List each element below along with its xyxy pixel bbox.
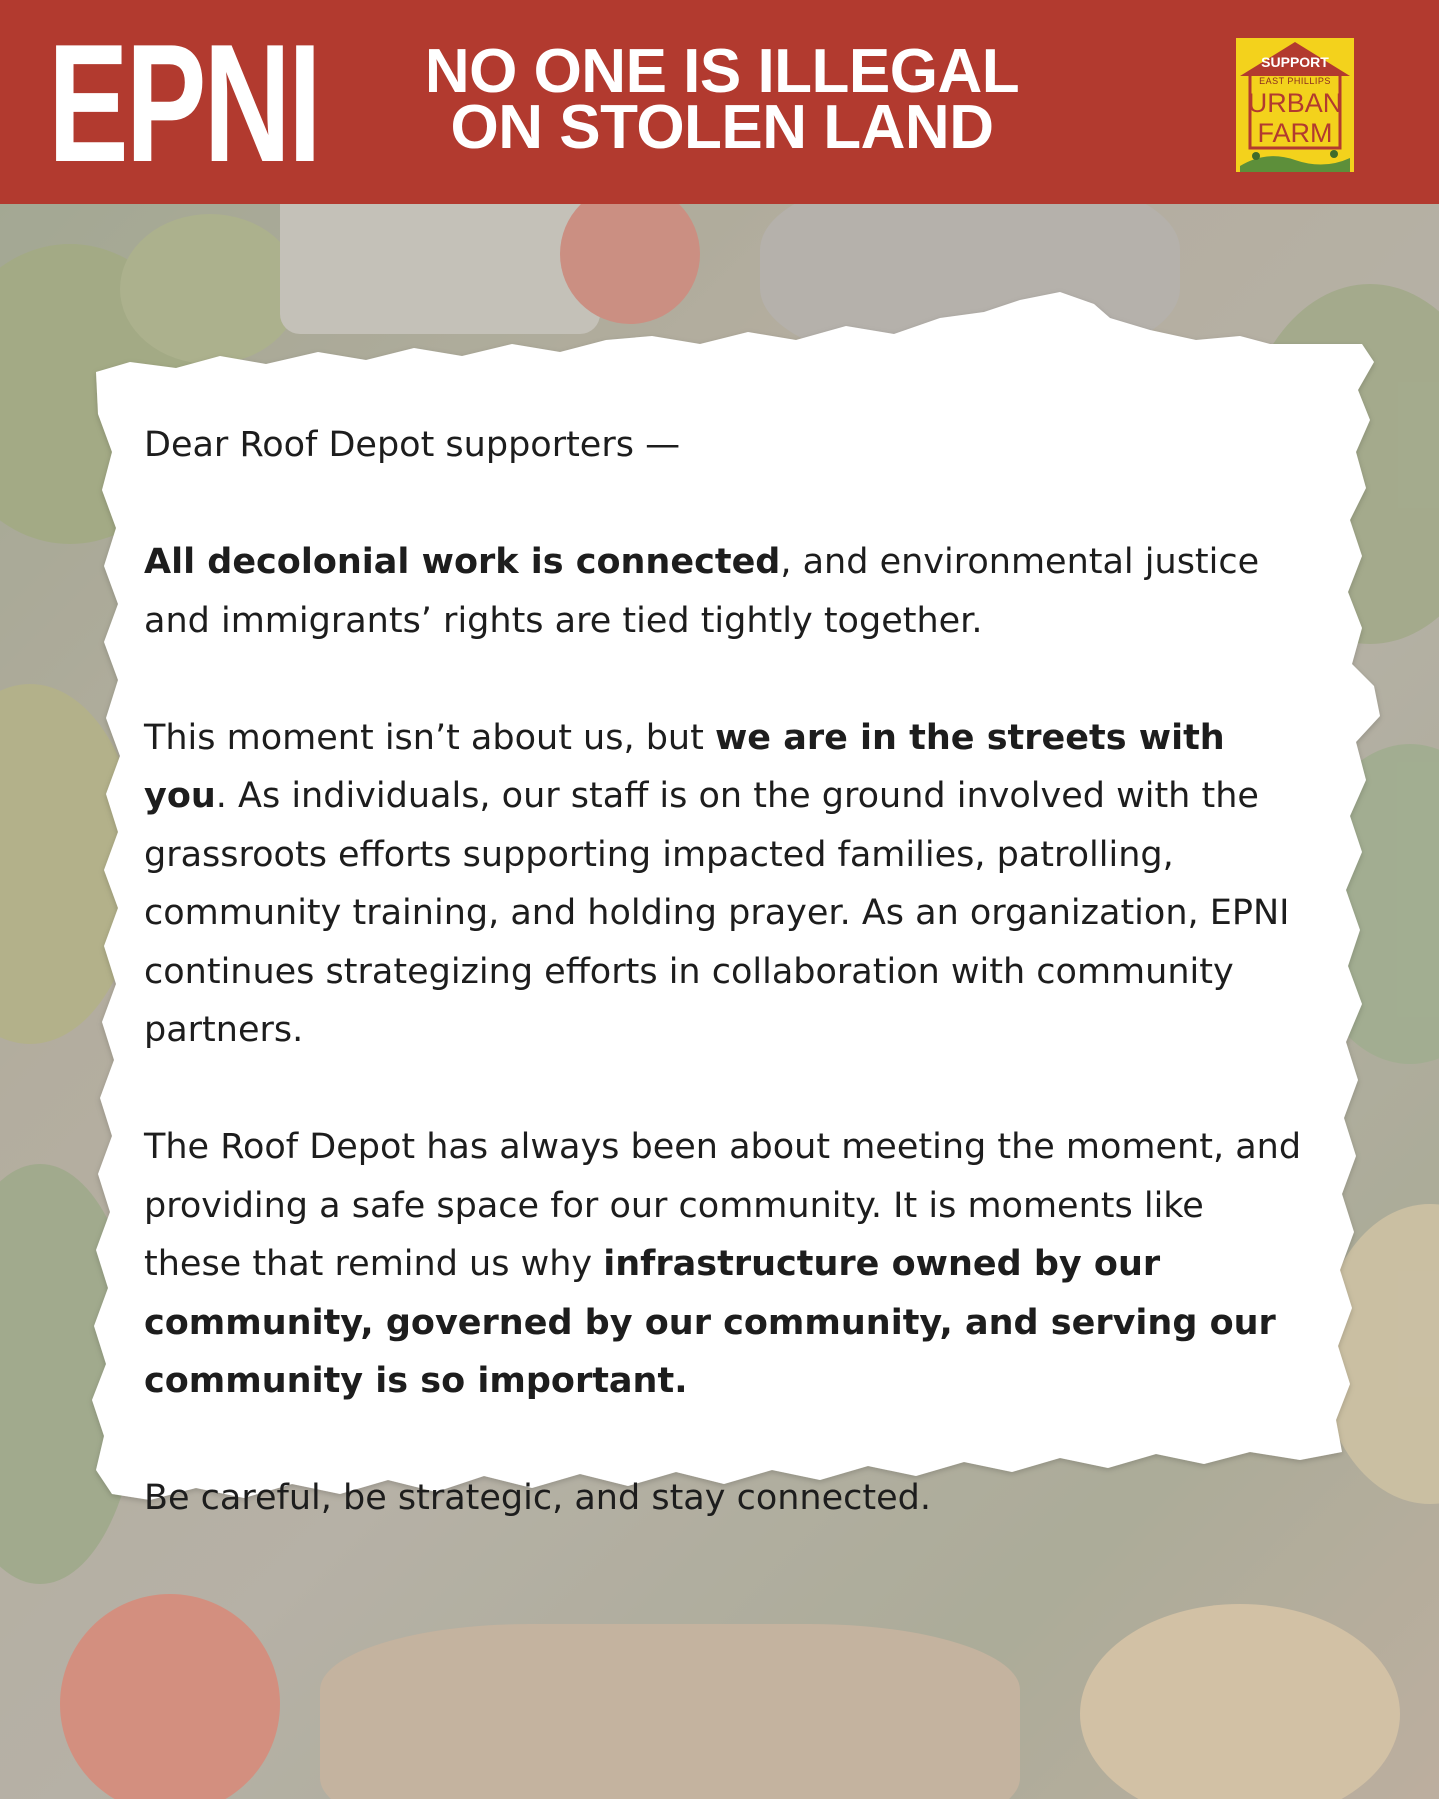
badge-support-text: SUPPORT (1261, 54, 1329, 70)
letter-paragraph-1 (144, 533, 1304, 650)
headline-line-1: NO ONE IS ILLEGAL (424, 37, 1020, 106)
p3-emphasis: infrastructure owned by our community, governed by our community, and serving our community is so important. (144, 1244, 1276, 1401)
p1-text: , and environmental justice and immigrants’ rights are tied tightly together. (144, 542, 1260, 641)
letter-paragraph-2 (144, 709, 1304, 1060)
p2-text: . As individuals, our staff is on the ground involved with the grassroots efforts supporting impacted families, patrolling, community training, and holding prayer. As an organization, EPNI continues strategizing efforts in collaboration with community partners. (144, 776, 1290, 1050)
badge-east-phillips-text: EAST PHILLIPS (1259, 76, 1331, 86)
epni-logo: EPNI (48, 9, 319, 197)
letter-body (144, 416, 1304, 1586)
p3-text-start: The Roof Depot has always been about meeting the moment, and providing a safe space for our community. It is moments like these that remind us why (144, 1127, 1302, 1284)
headline (372, 37, 1072, 162)
letter-greeting: Dear Roof Depot supporters — (144, 425, 681, 465)
letter-closing: Be careful, be strategic, and stay connected. (144, 1478, 931, 1518)
headline-line-2: ON STOLEN LAND (450, 93, 994, 162)
badge-urban-text: URBAN (1247, 88, 1343, 118)
badge-farm-text: FARM (1257, 118, 1333, 148)
p1-emphasis: All decolonial work is connected (144, 542, 781, 582)
header-banner (0, 0, 1439, 204)
p2-text-start: This moment isn’t about us, but (144, 717, 715, 758)
p2-emphasis: we are in the streets with you (144, 717, 1225, 816)
letter-paragraph-3 (144, 1118, 1304, 1411)
support-urban-farm-badge (1236, 38, 1354, 172)
